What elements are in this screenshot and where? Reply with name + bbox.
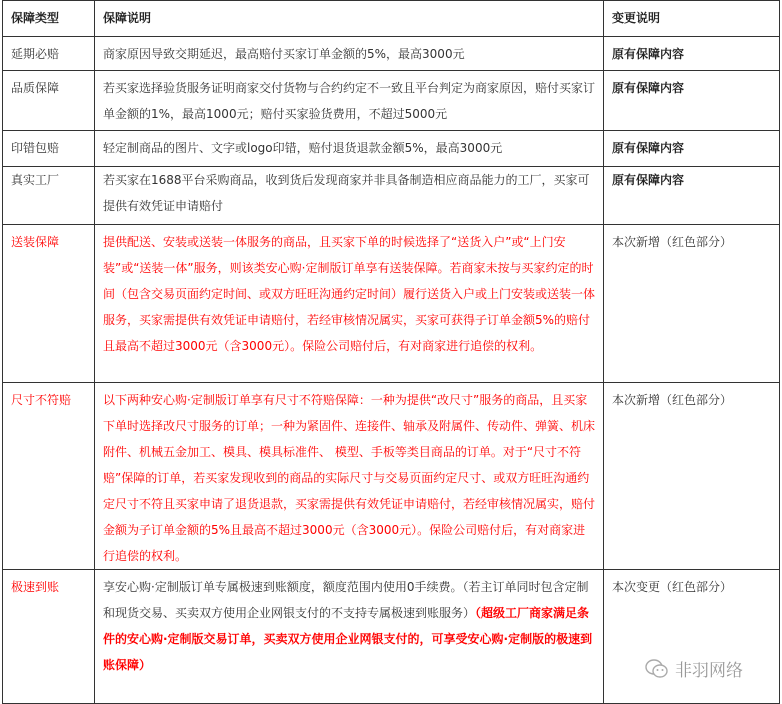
row-desc: 若买家选择验货服务证明商家交付货物与合约约定不一致且平台判定为商家原因，赔付买家订单金额的1%，最高1000元；赔付买家验货费用，不超过5000元 [95, 71, 604, 131]
wechat-icon [645, 658, 669, 680]
row-change: 原有保障内容 [604, 167, 780, 225]
row-desc: 以下两种安心购·定制版订单享有尺寸不符赔保障：一种为提供“改尺寸”服务的商品，且买家下单时选择改尺寸服务的订单；一种为紧固件、连接件、轴承及附属件、传动件、弹簧、机床附件、机械五金加工、模具、模具标准件、 模型、手板等类目商品的订单。对于“尺寸不符赔”保障的订单，若买家发现收到的商品的实际尺寸与交易页面约定尺寸、或双方旺旺沟通约定尺寸不符且买家申请了退货退款，买家需提供有效凭证申请赔付，若经审核情况属实，赔付金额为子订单金额的5%且最高不超过3000元（含3000元）。保险公司赔付后，有对商家进行追偿的权利。 [95, 383, 604, 570]
row-type: 尺寸不符赔 [3, 383, 95, 570]
row-type: 品质保障 [3, 71, 95, 131]
table-row [3, 71, 780, 131]
row-desc-highlight: （超级工厂商家满足条件的安心购·定制版交易订单，买卖双方使用企业网银支付的，可享受安心购·定制版的极速到账保障） [103, 606, 593, 672]
header-change: 变更说明 [604, 1, 780, 37]
watermark [645, 656, 743, 681]
row-type: 极速到账 [3, 570, 95, 704]
watermark-text: 非羽网络 [675, 661, 743, 681]
row-desc: 商家原因导致交期延迟，最高赔付买家订单金额的5%，最高3000元 [95, 37, 604, 71]
row-type: 送装保障 [3, 225, 95, 383]
row-change: 本次变更（红色部分） [604, 570, 780, 704]
row-change: 本次新增（红色部分） [604, 225, 780, 383]
row-change: 原有保障内容 [604, 71, 780, 131]
table-header-row [3, 1, 780, 37]
row-change: 原有保障内容 [604, 37, 780, 71]
table-row [3, 167, 780, 225]
row-desc-normal: 享安心购·定制版订单专属极速到账额度，额度范围内使用0手续费。（若主订单同时包含定制和现货交易、买卖双方使用企业网银支付的不支持专属极速到账服务） [103, 580, 589, 620]
row-desc [95, 570, 604, 704]
row-desc: 若买家在1688平台采购商品，收到货后发现商家并非具备制造相应商品能力的工厂，买家可提供有效凭证申请赔付 [95, 167, 604, 225]
table-row [3, 570, 780, 704]
table-row [3, 225, 780, 383]
table-row [3, 37, 780, 71]
guarantee-table [2, 0, 780, 704]
table-row [3, 131, 780, 167]
header-type: 保障类型 [3, 1, 95, 37]
header-desc: 保障说明 [95, 1, 604, 37]
row-desc: 提供配送、安装或送装一体服务的商品，且买家下单的时候选择了“送货入户”或“上门安装”或“送装一体”服务，则该类安心购·定制版订单享有送装保障。若商家未按与买家约定的时间（包含交易页面约定时间、或双方旺旺沟通约定时间）履行送货入户或上门安装或送装一体服务，买家需提供有效凭证申请赔付，若经审核情况属实，买家可获得子订单金额5%的赔付且最高不超过3000元（含3000元）。保险公司赔付后，有对商家进行追偿的权利。 [95, 225, 604, 383]
row-type: 真实工厂 [3, 167, 95, 225]
row-change: 原有保障内容 [604, 131, 780, 167]
table-row [3, 383, 780, 570]
row-change: 本次新增（红色部分） [604, 383, 780, 570]
row-desc: 轻定制商品的图片、文字或logo印错，赔付退货退款金额5%，最高3000元 [95, 131, 604, 167]
row-type: 延期必赔 [3, 37, 95, 71]
row-type: 印错包赔 [3, 131, 95, 167]
